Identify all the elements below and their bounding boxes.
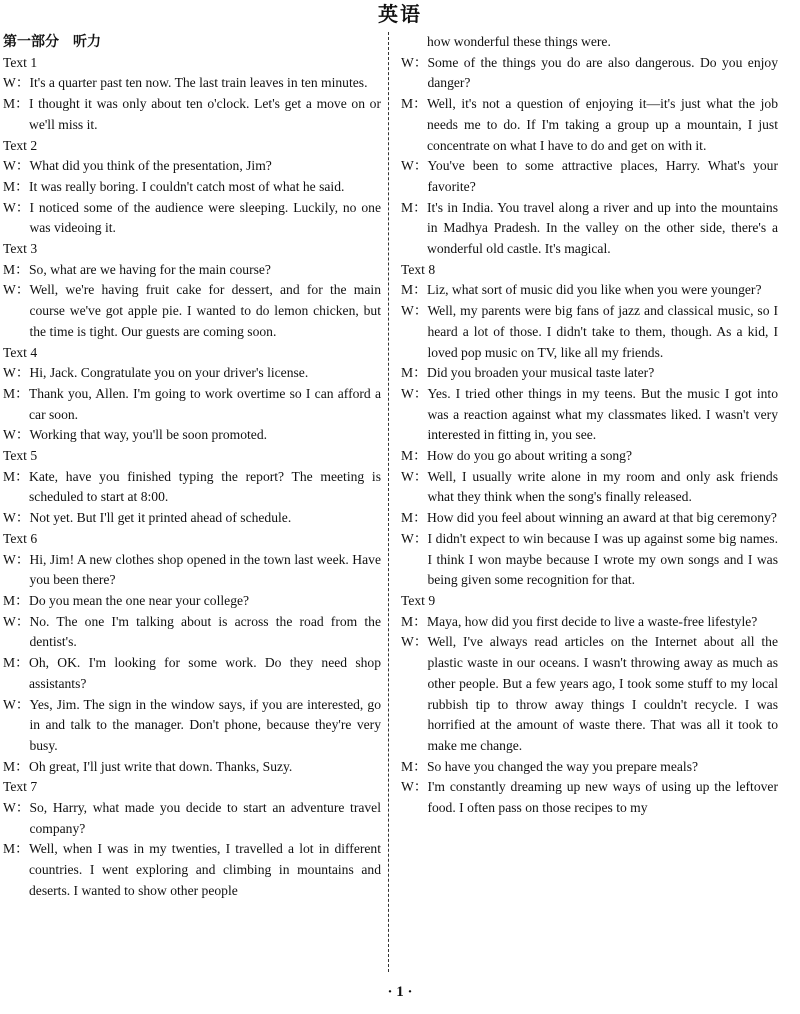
dialogue-line xyxy=(3,695,381,757)
dialogue-text: Working that way, you'll be soon promoted. xyxy=(29,427,268,443)
dialogue-text: What did you think of the presentation, Jim? xyxy=(29,158,272,174)
page-title: 英语 xyxy=(378,2,422,26)
dialogue-line xyxy=(3,198,381,239)
dialogue-text: Well, I usually write alone in my room and only ask friends what they think when the song's finally released. xyxy=(427,468,778,505)
dialogue-text: Oh great, I'll just write that down. Thanks, Suzy. xyxy=(29,758,293,774)
speaker-label: M： xyxy=(401,758,427,774)
dialogue-text: Thank you, Allen. I'm going to work overtime so I can afford a car soon. xyxy=(29,385,381,422)
text-label: Text 7 xyxy=(3,779,38,795)
dialogue-line xyxy=(401,777,778,818)
dialogue-text: Kate, have you finished typing the report? The meeting is scheduled to start at 8:00. xyxy=(29,468,381,505)
speaker-label: M： xyxy=(3,468,29,484)
dialogue-line xyxy=(3,384,381,425)
speaker-label: W： xyxy=(3,427,30,443)
speaker-label: W： xyxy=(401,303,428,319)
dialogue-text: Oh, OK. I'm looking for some work. Do they need shop assistants? xyxy=(29,655,381,691)
dialogue-text: Well, when I was in my twenties, I travelled a lot in different countries. I went exploring and climbing in mountains and deserts. I wanted to show other people xyxy=(29,841,381,898)
speaker-label: M： xyxy=(401,199,427,215)
dialogue-text: Well, it's not a question of enjoying it—it's just what the job needs me to do. If I'm taking a group up a mountain, I just concentrate on what I have to do and get on with it. xyxy=(427,96,778,153)
dialogue-text: Maya, how did you first decide to live a waste-free lifestyle? xyxy=(427,613,758,629)
dialogue-line xyxy=(401,363,778,384)
dialogue-line xyxy=(401,508,778,529)
dialogue-text: Did you broaden your musical taste later? xyxy=(427,365,655,381)
dialogue-text: I didn't expect to win because I was up against some big names. I think I won maybe because I wrote my own songs and I was being given some recognition for that. xyxy=(427,530,778,588)
section-title: 第一部分 听力 xyxy=(3,34,101,50)
dialogue-text: No. The one I'm talking about is across the road from the dentist's. xyxy=(29,613,381,650)
dialogue-line xyxy=(401,53,778,94)
page-header xyxy=(0,0,800,30)
dialogue-line xyxy=(3,177,381,198)
dialogue-text: You've been to some attractive places, Harry. What's your favorite? xyxy=(427,158,778,194)
speaker-label: M： xyxy=(3,758,29,774)
dialogue-text: Some of the things you do are also dangerous. Do you enjoy danger? xyxy=(427,54,778,91)
dialogue-text: Liz, what sort of music did you like when you were younger? xyxy=(427,282,762,298)
dialogue-line xyxy=(401,94,778,156)
text-label: Text 5 xyxy=(3,448,38,464)
text-label: Text 9 xyxy=(401,592,436,608)
right-column xyxy=(401,32,778,819)
speaker-label: M： xyxy=(3,655,29,671)
speaker-label: W： xyxy=(3,75,30,91)
text-label: Text 6 xyxy=(3,530,38,546)
text-label: Text 1 xyxy=(3,54,38,70)
dialogue-line xyxy=(3,425,381,446)
dialogue-text: Yes. I tried other things in my teens. But the music I got into was a reaction against what my classmates liked. I wasn't very interested in fitting in, you see. xyxy=(427,385,778,443)
dialogue-text: It's in India. You travel along a river and up into the mountains in Madhya Pradesh. In the valley on the other side, there's a wonderful old castle. It's magical. xyxy=(427,199,778,257)
dialogue-text: I thought it was only about ten o'clock. Let's get a move on or we'll miss it. xyxy=(29,96,381,132)
dialogue-text: How do you go about writing a song? xyxy=(427,448,633,464)
dialogue-line xyxy=(401,384,778,446)
dialogue-line xyxy=(3,280,381,342)
dialogue-line xyxy=(3,839,381,901)
speaker-label: W： xyxy=(401,779,428,795)
left-content xyxy=(3,53,381,902)
dialogue-line xyxy=(3,550,381,591)
dialogue-line xyxy=(401,467,778,508)
dialogue-line xyxy=(401,280,778,301)
text-label: Text 2 xyxy=(3,137,38,153)
dialogue-line xyxy=(3,798,381,839)
speaker-label: M： xyxy=(401,613,427,629)
speaker-label: W： xyxy=(401,385,428,401)
text-label: Text 8 xyxy=(401,261,436,277)
speaker-label: M： xyxy=(3,841,29,857)
dialogue-line xyxy=(3,591,381,612)
dialogue-line xyxy=(3,612,381,653)
dialogue-text: Well, I've always read articles on the Internet about all the plastic waste in our oceans. I wasn't throwing away as much as other people. But a few years ago, I took some stuff to my local rubbish tip to throw away things I couldn't recycle. I was horrified at the amount of waste there. That was all it took to make me change. xyxy=(427,634,778,753)
dialogue-line xyxy=(3,508,381,529)
speaker-label: M： xyxy=(401,96,427,112)
dialogue-text: It was really boring. I couldn't catch most of what he said. xyxy=(29,178,345,194)
dialogue-line xyxy=(401,529,778,591)
dialogue-line xyxy=(401,301,778,363)
speaker-label: W： xyxy=(401,634,428,650)
dialogue-line xyxy=(401,757,778,778)
speaker-label: W： xyxy=(3,696,30,712)
dialogue-line xyxy=(3,653,381,694)
text-label: Text 3 xyxy=(3,241,38,257)
dialogue-line xyxy=(3,260,381,281)
dialogue-text: Do you mean the one near your college? xyxy=(29,592,250,608)
speaker-label: W： xyxy=(3,282,30,298)
left-column xyxy=(3,32,381,902)
dialogue-text: Well, my parents were big fans of jazz and classical music, so I heard a lot of those. I didn't take to them, though. As a kid, I loved pop music on TV, like all my friends. xyxy=(427,303,778,360)
speaker-label: M： xyxy=(401,510,427,526)
speaker-label: M： xyxy=(3,385,29,401)
right-content xyxy=(401,260,778,819)
speaker-label: W： xyxy=(3,199,30,215)
dialogue-text: So have you changed the way you prepare meals? xyxy=(427,758,699,774)
speaker-label: W： xyxy=(3,365,30,381)
speaker-label: W： xyxy=(401,54,428,70)
dialogue-line xyxy=(401,632,778,756)
speaker-label: M： xyxy=(401,365,427,381)
speaker-label: W： xyxy=(3,800,30,816)
speaker-label: M： xyxy=(3,592,29,608)
speaker-label: W： xyxy=(3,510,30,526)
text-label: Text 4 xyxy=(3,344,38,360)
speaker-label: W： xyxy=(3,158,30,174)
continuation-line: how wonderful these things were. xyxy=(427,34,611,49)
dialogue-text: Yes, Jim. The sign in the window says, if you are interested, go in and talk to the manager. Don't phone, because they're very busy. xyxy=(29,696,381,753)
dialogue-line xyxy=(3,156,381,177)
dialogue-text: Not yet. But I'll get it printed ahead of schedule. xyxy=(29,510,292,526)
dialogue-text: It's a quarter past ten now. The last train leaves in ten minutes. xyxy=(29,75,368,91)
dialogue-text: So, Harry, what made you decide to start an adventure travel company? xyxy=(29,800,381,836)
dialogue-text: I'm constantly dreaming up new ways of using up the leftover food. I often pass on those recipes to my xyxy=(427,779,778,816)
column-divider xyxy=(388,32,389,972)
speaker-label: W： xyxy=(401,530,428,546)
dialogue-text: Hi, Jim! A new clothes shop opened in the town last week. Have you been there? xyxy=(29,551,381,588)
speaker-label: W： xyxy=(401,468,428,484)
dialogue-text: Hi, Jack. Congratulate you on your driver's license. xyxy=(29,365,309,381)
speaker-label: W： xyxy=(3,551,30,567)
page-number: · 1 · xyxy=(387,984,413,1000)
dialogue-line xyxy=(401,612,778,633)
dialogue-text: How did you feel about winning an award at that big ceremony? xyxy=(427,510,777,526)
dialogue-line xyxy=(3,467,381,508)
dialogue-line xyxy=(3,363,381,384)
dialogue-text: So, what are we having for the main course? xyxy=(29,261,271,277)
dialogue-line xyxy=(401,446,778,467)
speaker-label: M： xyxy=(401,282,427,298)
dialogue-text: I noticed some of the audience were sleeping. Luckily, no one was videoing it. xyxy=(29,199,381,236)
right-content-a xyxy=(401,53,778,260)
dialogue-text: Well, we're having fruit cake for dessert, and for the main course we've got apple pie. I wanted to do lemon chicken, but the time is tight. Our guests are coming soon. xyxy=(29,282,381,339)
dialogue-line xyxy=(3,73,381,94)
dialogue-line xyxy=(401,198,778,260)
speaker-label: M： xyxy=(3,96,29,112)
dialogue-line xyxy=(3,94,381,135)
speaker-label: W： xyxy=(3,613,30,629)
speaker-label: W： xyxy=(401,158,428,174)
dialogue-line xyxy=(401,156,778,197)
speaker-label: M： xyxy=(3,261,29,277)
speaker-label: M： xyxy=(401,448,427,464)
speaker-label: M： xyxy=(3,178,29,194)
dialogue-line xyxy=(3,757,381,778)
